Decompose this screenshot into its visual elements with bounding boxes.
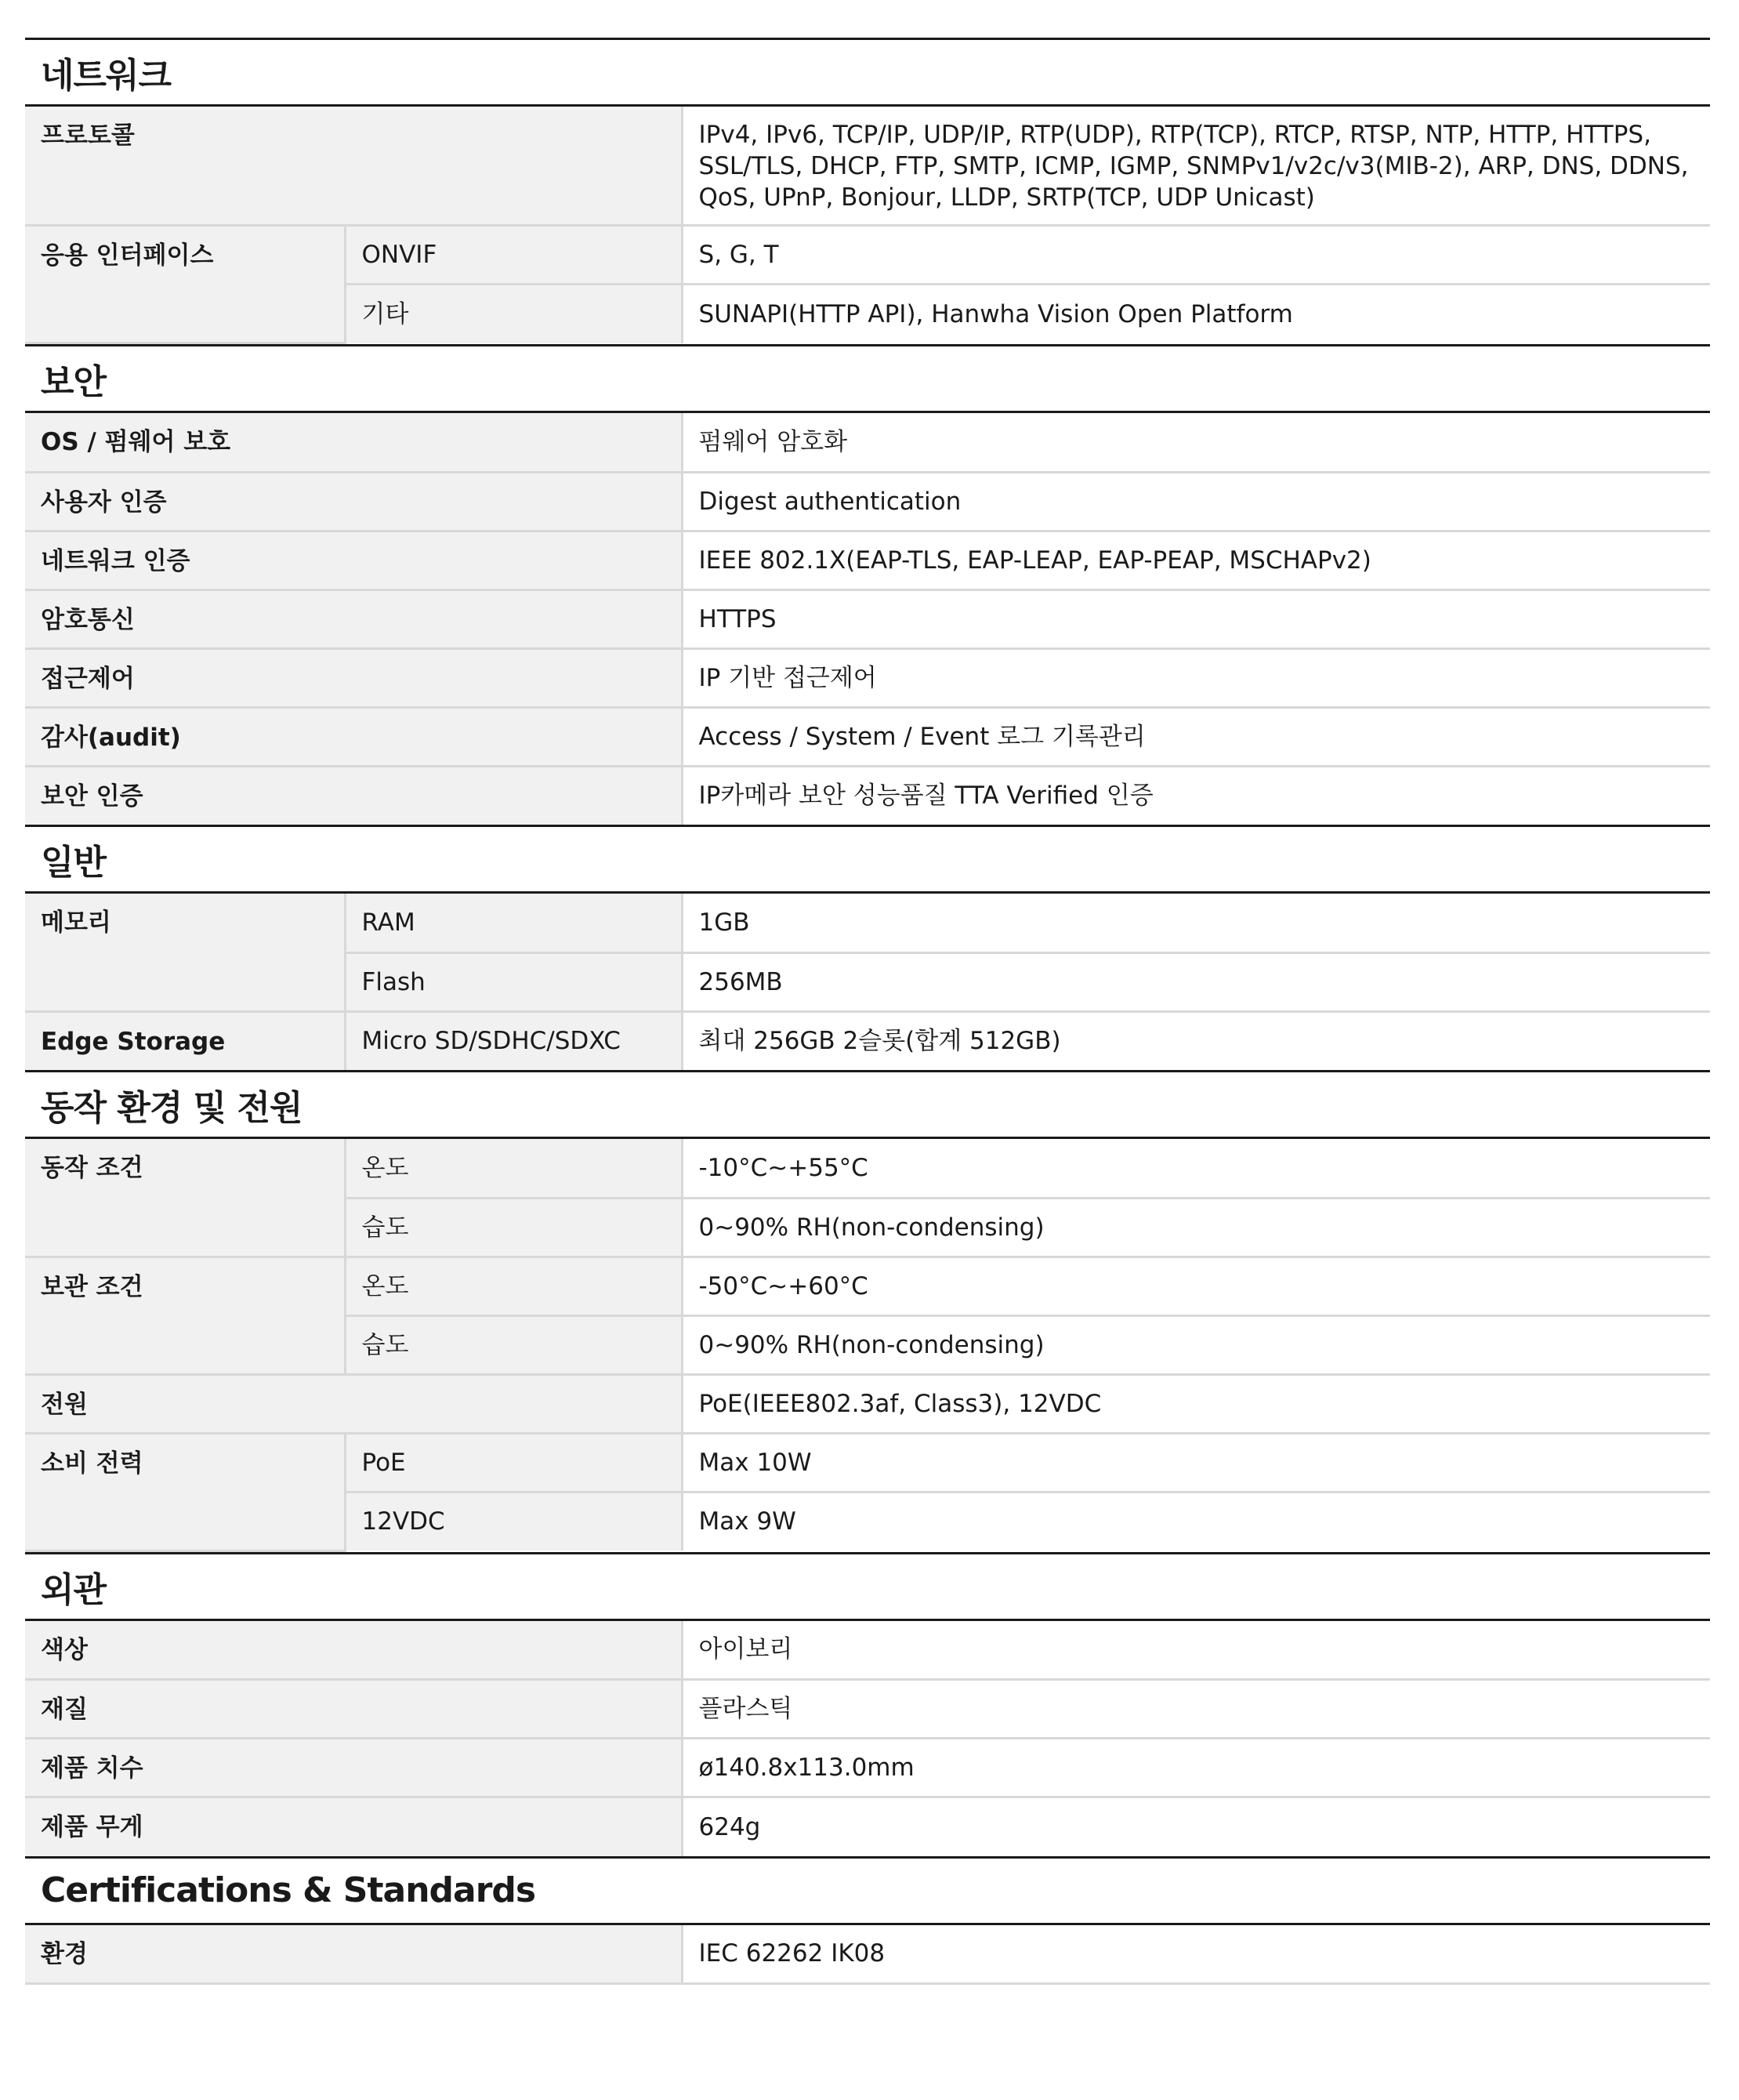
table-row: [25, 648, 1710, 707]
section-title: Certifications & Standards: [25, 1856, 1710, 1925]
row-label: 제품 무게: [25, 1797, 682, 1856]
row-value: HTTPS: [682, 589, 1710, 648]
row-label: 보관 조건: [25, 1257, 345, 1374]
row-value: IP 기반 접근제어: [682, 648, 1710, 707]
table-row: [25, 531, 1710, 589]
table-row: [25, 107, 1710, 226]
row-label: 전원: [25, 1374, 682, 1433]
table-row: [25, 472, 1710, 531]
row-value: Max 9W: [682, 1492, 1710, 1551]
table-row: [25, 707, 1710, 766]
row-label: 제품 치수: [25, 1739, 682, 1797]
table-row: [25, 226, 1710, 285]
row-value: Max 10W: [682, 1433, 1710, 1492]
row-label: 사용자 인증: [25, 472, 682, 531]
row-label: 네트워크 인증: [25, 531, 682, 589]
row-sublabel: 온도: [345, 1139, 682, 1198]
row-value: -10°C~+55°C: [682, 1139, 1710, 1198]
row-sublabel: 습도: [345, 1315, 682, 1374]
table-row: [25, 1257, 1710, 1315]
table-row: [25, 1739, 1710, 1797]
row-sublabel: 12VDC: [345, 1492, 682, 1551]
row-value: 624g: [682, 1797, 1710, 1856]
row-label: 보안 인증: [25, 766, 682, 825]
row-label: 환경: [25, 1925, 682, 1984]
row-value: PoE(IEEE802.3af, Class3), 12VDC: [682, 1374, 1710, 1433]
row-value: ø140.8x113.0mm: [682, 1739, 1710, 1797]
row-value: 0~90% RH(non-condensing): [682, 1198, 1710, 1257]
section-title: 보안: [25, 344, 1710, 413]
row-label: 암호통신: [25, 589, 682, 648]
row-value: Access / System / Event 로그 기록관리: [682, 707, 1710, 766]
spec-sheet: [25, 38, 1710, 1985]
row-sublabel: Flash: [345, 952, 682, 1011]
table-row: [25, 1680, 1710, 1739]
table-row: [25, 1797, 1710, 1856]
row-label: 응용 인터페이스: [25, 226, 345, 343]
spec-table: [25, 1621, 1710, 1856]
spec-table: [25, 1925, 1710, 1986]
row-value: S, G, T: [682, 226, 1710, 285]
row-value: IEC 62262 IK08: [682, 1925, 1710, 1984]
row-sublabel: 습도: [345, 1198, 682, 1257]
section-title: 외관: [25, 1552, 1710, 1621]
row-value: 최대 256GB 2슬롯(합계 512GB): [682, 1011, 1710, 1070]
table-row: [25, 766, 1710, 825]
table-row: [25, 589, 1710, 648]
spec-table: [25, 107, 1710, 344]
section-title: 일반: [25, 825, 1710, 894]
row-value: IEEE 802.1X(EAP-TLS, EAP-LEAP, EAP-PEAP, MSCHAPv2): [682, 531, 1710, 589]
row-label: 프로토콜: [25, 107, 682, 226]
row-sublabel: 온도: [345, 1257, 682, 1315]
table-row: [25, 413, 1710, 472]
spec-table: [25, 894, 1710, 1070]
spec-table: [25, 413, 1710, 825]
row-label: OS / 펌웨어 보호: [25, 413, 682, 472]
row-sublabel: 기타: [345, 285, 682, 343]
row-label: 메모리: [25, 894, 345, 1011]
row-value: 플라스틱: [682, 1680, 1710, 1739]
row-label: 감사(audit): [25, 707, 682, 766]
row-value: IP카메라 보안 성능품질 TTA Verified 인증: [682, 766, 1710, 825]
row-value: SUNAPI(HTTP API), Hanwha Vision Open Platform: [682, 285, 1710, 343]
row-sublabel: ONVIF: [345, 226, 682, 285]
table-row: [25, 1925, 1710, 1984]
row-value: 256MB: [682, 952, 1710, 1011]
row-sublabel: RAM: [345, 894, 682, 952]
section-title: 동작 환경 및 전원: [25, 1070, 1710, 1139]
row-value: Digest authentication: [682, 472, 1710, 531]
row-label: 소비 전력: [25, 1433, 345, 1551]
section-title: 네트워크: [25, 38, 1710, 107]
spec-table: [25, 1139, 1710, 1552]
table-row: [25, 1139, 1710, 1198]
row-sublabel: Micro SD/SDHC/SDXC: [345, 1011, 682, 1070]
table-row: [25, 1621, 1710, 1680]
table-row: [25, 894, 1710, 952]
row-value: IPv4, IPv6, TCP/IP, UDP/IP, RTP(UDP), RTP(TCP), RTCP, RTSP, NTP, HTTP, HTTPS, SSL/TLS, DHCP, FTP, SMTP, ICMP, IGMP, SNMPv1/v2c/v3(MIB-2), ARP, DNS, DDNS, QoS, UPnP, Bonjour, LLDP, SRTP(TCP, UDP Unicast): [682, 107, 1710, 226]
row-label: 색상: [25, 1621, 682, 1680]
row-label: 접근제어: [25, 648, 682, 707]
row-label: Edge Storage: [25, 1011, 345, 1070]
row-value: 1GB: [682, 894, 1710, 952]
row-value: 아이보리: [682, 1621, 1710, 1680]
row-value: -50°C~+60°C: [682, 1257, 1710, 1315]
row-label: 재질: [25, 1680, 682, 1739]
row-sublabel: PoE: [345, 1433, 682, 1492]
row-value: 0~90% RH(non-condensing): [682, 1315, 1710, 1374]
table-row: [25, 1433, 1710, 1492]
row-value: 펌웨어 암호화: [682, 413, 1710, 472]
table-row: [25, 1011, 1710, 1070]
row-label: 동작 조건: [25, 1139, 345, 1257]
table-row: [25, 1374, 1710, 1433]
